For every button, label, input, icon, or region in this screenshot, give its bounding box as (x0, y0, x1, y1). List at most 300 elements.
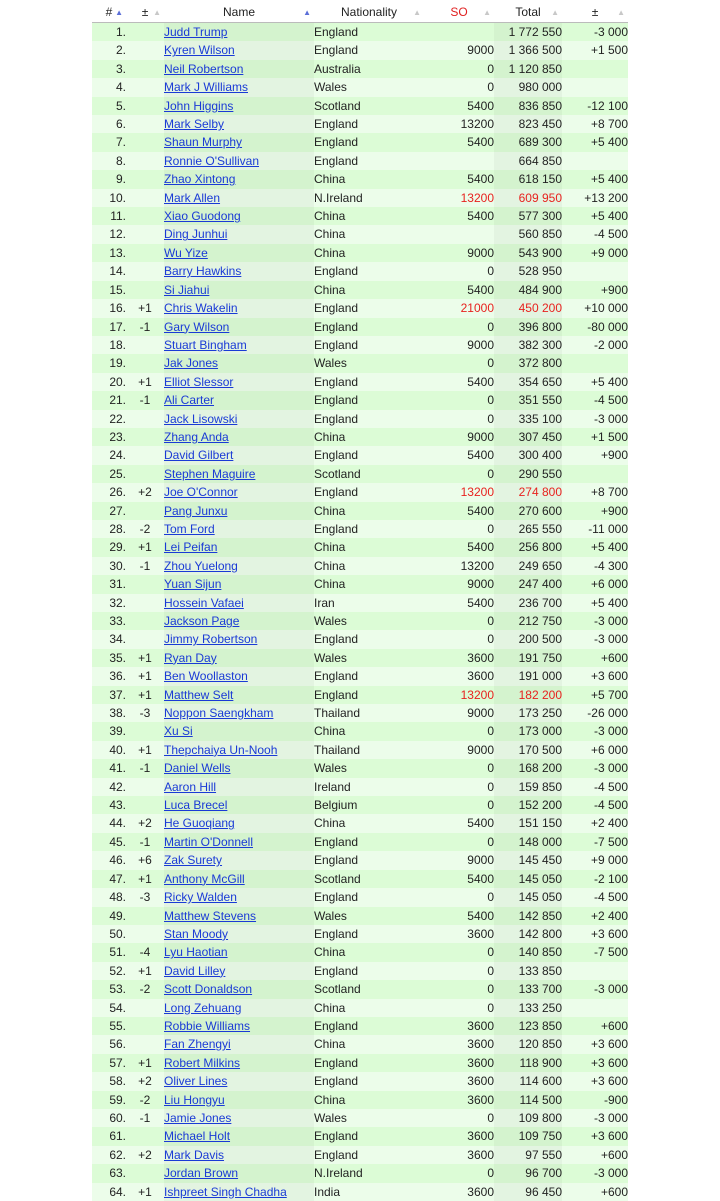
player-link[interactable]: He Guoqiang (164, 816, 235, 830)
rank-cell: 49. (92, 907, 126, 925)
nationality-cell: Scotland (314, 980, 424, 998)
table-row (92, 759, 628, 777)
diff-cell: -3 000 (562, 1109, 628, 1127)
so-cell: 9000 (424, 428, 494, 446)
total-cell: 145 050 (494, 888, 562, 906)
so-cell: 0 (424, 354, 494, 372)
diff-cell: -11 000 (562, 520, 628, 538)
table-row (92, 888, 628, 906)
nationality-cell: China (314, 281, 424, 299)
total-cell: 247 400 (494, 575, 562, 593)
change-cell (126, 594, 164, 612)
diff-cell: +2 400 (562, 907, 628, 925)
player-link[interactable]: Robert Milkins (164, 1056, 240, 1070)
player-link[interactable]: Daniel Wells (164, 761, 230, 775)
nationality-cell: England (314, 520, 424, 538)
table-row (92, 907, 628, 925)
player-link[interactable]: Joe O'Connor (164, 485, 238, 499)
sort-icon: ▲ (153, 3, 161, 22)
player-link[interactable]: Elliot Slessor (164, 375, 233, 389)
name-cell (164, 97, 314, 115)
so-cell: 5400 (424, 373, 494, 391)
player-link[interactable]: David Gilbert (164, 448, 233, 462)
change-cell: +1 (126, 741, 164, 759)
player-link[interactable]: Mark Allen (164, 191, 220, 205)
name-cell (164, 722, 314, 740)
name-cell (164, 262, 314, 280)
name-cell (164, 373, 314, 391)
player-link[interactable]: Zhou Yuelong (164, 559, 238, 573)
diff-cell: +5 400 (562, 133, 628, 151)
player-link[interactable]: Martin O'Donnell (164, 835, 253, 849)
player-link[interactable]: Ricky Walden (164, 890, 237, 904)
name-cell (164, 575, 314, 593)
player-link[interactable]: Scott Donaldson (164, 982, 252, 996)
total-cell: 836 850 (494, 97, 562, 115)
header-nationality[interactable] (314, 3, 424, 23)
diff-cell: -900 (562, 1091, 628, 1109)
player-link[interactable]: Gary Wilson (164, 320, 229, 334)
nationality-cell: China (314, 225, 424, 243)
change-cell (126, 612, 164, 630)
change-cell (126, 1127, 164, 1145)
so-cell: 0 (424, 630, 494, 648)
player-link[interactable]: Chris Wakelin (164, 301, 238, 315)
change-cell: -1 (126, 557, 164, 575)
so-cell: 9000 (424, 41, 494, 59)
diff-cell: -12 100 (562, 97, 628, 115)
nationality-cell: India (314, 1183, 424, 1201)
change-cell: -2 (126, 520, 164, 538)
so-cell: 0 (424, 318, 494, 336)
total-cell: 133 850 (494, 962, 562, 980)
player-link[interactable]: Xu Si (164, 724, 193, 738)
change-cell: -1 (126, 318, 164, 336)
change-cell (126, 281, 164, 299)
so-cell: 5400 (424, 281, 494, 299)
change-cell: -1 (126, 1109, 164, 1127)
table-row (92, 612, 628, 630)
rank-cell: 60. (92, 1109, 126, 1127)
change-cell (126, 925, 164, 943)
name-cell (164, 60, 314, 78)
player-link[interactable]: Mark J Williams (164, 80, 248, 94)
table-row (92, 336, 628, 354)
player-link[interactable]: Thepchaiya Un-Nooh (164, 743, 277, 757)
diff-cell: -4 300 (562, 557, 628, 575)
table-row (92, 115, 628, 133)
rank-cell: 10. (92, 189, 126, 207)
total-cell: 114 500 (494, 1091, 562, 1109)
name-cell (164, 41, 314, 59)
table-row (92, 704, 628, 722)
header-row (92, 3, 628, 23)
rank-cell: 41. (92, 759, 126, 777)
change-cell: -1 (126, 759, 164, 777)
player-link[interactable]: Stan Moody (164, 927, 228, 941)
total-cell: 96 450 (494, 1183, 562, 1201)
total-cell: 152 200 (494, 796, 562, 814)
total-cell: 118 900 (494, 1054, 562, 1072)
diff-cell: +8 700 (562, 483, 628, 501)
header-rank-label: # (106, 5, 113, 19)
header-name[interactable] (164, 3, 314, 23)
so-cell: 3600 (424, 1091, 494, 1109)
player-link[interactable]: Shaun Murphy (164, 135, 242, 149)
nationality-cell: Wales (314, 612, 424, 630)
name-cell (164, 925, 314, 943)
player-link[interactable]: Si Jiahui (164, 283, 209, 297)
rank-cell: 55. (92, 1017, 126, 1035)
table-row (92, 814, 628, 832)
so-cell: 0 (424, 391, 494, 409)
name-cell (164, 962, 314, 980)
rank-cell: 11. (92, 207, 126, 225)
player-link[interactable]: Jack Lisowski (164, 412, 237, 426)
table-row (92, 60, 628, 78)
so-cell: 13200 (424, 686, 494, 704)
rank-cell: 50. (92, 925, 126, 943)
nationality-cell: England (314, 851, 424, 869)
player-link[interactable]: Barry Hawkins (164, 264, 241, 278)
name-cell (164, 1183, 314, 1201)
name-cell (164, 667, 314, 685)
name-cell (164, 1146, 314, 1164)
nationality-cell: England (314, 686, 424, 704)
table-row (92, 1146, 628, 1164)
change-cell: +2 (126, 814, 164, 832)
change-cell (126, 23, 164, 42)
total-cell: 689 300 (494, 133, 562, 151)
player-link[interactable]: David Lilley (164, 964, 225, 978)
nationality-cell: England (314, 925, 424, 943)
total-cell: 109 800 (494, 1109, 562, 1127)
name-cell (164, 1017, 314, 1035)
player-link[interactable]: Ali Carter (164, 393, 214, 407)
so-cell: 0 (424, 520, 494, 538)
table-row (92, 1054, 628, 1072)
total-cell: 173 000 (494, 722, 562, 740)
diff-cell: +1 500 (562, 428, 628, 446)
table-row (92, 41, 628, 59)
player-link[interactable]: Jackson Page (164, 614, 239, 628)
rank-cell: 30. (92, 557, 126, 575)
total-cell: 109 750 (494, 1127, 562, 1145)
player-link[interactable]: Zak Surety (164, 853, 222, 867)
name-cell (164, 851, 314, 869)
name-cell (164, 943, 314, 961)
diff-cell: -3 000 (562, 759, 628, 777)
so-cell: 3600 (424, 925, 494, 943)
player-link[interactable]: Anthony McGill (164, 872, 245, 886)
nationality-cell: England (314, 41, 424, 59)
player-link[interactable]: Neil Robertson (164, 62, 243, 76)
header-total[interactable] (494, 3, 562, 23)
nationality-cell: Wales (314, 649, 424, 667)
player-link[interactable]: Tom Ford (164, 522, 215, 536)
player-link[interactable]: Lyu Haotian (164, 945, 228, 959)
rankings-table (92, 3, 628, 1201)
change-cell: +1 (126, 870, 164, 888)
total-cell: 142 800 (494, 925, 562, 943)
total-cell: 142 850 (494, 907, 562, 925)
change-cell (126, 575, 164, 593)
player-link[interactable]: Long Zehuang (164, 1001, 241, 1015)
player-link[interactable]: Ishpreet Singh Chadha (164, 1185, 287, 1199)
name-cell (164, 1109, 314, 1127)
table-row (92, 1164, 628, 1182)
so-cell: 5400 (424, 594, 494, 612)
so-cell: 0 (424, 999, 494, 1017)
header-so[interactable] (424, 3, 494, 23)
diff-cell: +600 (562, 649, 628, 667)
nationality-cell: Wales (314, 354, 424, 372)
change-cell: +2 (126, 1072, 164, 1090)
rank-cell: 27. (92, 502, 126, 520)
so-cell: 0 (424, 262, 494, 280)
rank-cell: 46. (92, 851, 126, 869)
change-cell (126, 446, 164, 464)
total-cell: 560 850 (494, 225, 562, 243)
name-cell (164, 1164, 314, 1182)
player-link[interactable]: Oliver Lines (164, 1074, 227, 1088)
total-cell: 140 850 (494, 943, 562, 961)
player-link[interactable]: Ronnie O'Sullivan (164, 154, 259, 168)
name-cell (164, 115, 314, 133)
so-cell: 9000 (424, 244, 494, 262)
player-link[interactable]: Zhao Xintong (164, 172, 235, 186)
change-cell: +2 (126, 483, 164, 501)
player-link[interactable]: Mark Selby (164, 117, 224, 131)
nationality-cell: England (314, 888, 424, 906)
name-cell (164, 704, 314, 722)
nationality-cell: England (314, 336, 424, 354)
player-link[interactable]: Jordan Brown (164, 1166, 238, 1180)
nationality-cell: England (314, 1072, 424, 1090)
total-cell: 168 200 (494, 759, 562, 777)
change-cell: +1 (126, 686, 164, 704)
diff-cell: +900 (562, 502, 628, 520)
total-cell: 351 550 (494, 391, 562, 409)
name-cell (164, 759, 314, 777)
change-cell (126, 133, 164, 151)
total-cell: 249 650 (494, 557, 562, 575)
so-cell: 5400 (424, 814, 494, 832)
player-link[interactable]: Xiao Guodong (164, 209, 241, 223)
nationality-cell: England (314, 373, 424, 391)
rank-cell: 58. (92, 1072, 126, 1090)
diff-cell: -3 000 (562, 980, 628, 998)
player-link[interactable]: Stephen Maguire (164, 467, 255, 481)
diff-cell (562, 962, 628, 980)
rank-cell: 2. (92, 41, 126, 59)
table-row (92, 538, 628, 556)
rank-cell: 29. (92, 538, 126, 556)
so-cell: 0 (424, 888, 494, 906)
table-row (92, 391, 628, 409)
table-row (92, 594, 628, 612)
player-link[interactable]: John Higgins (164, 99, 233, 113)
player-link[interactable]: Matthew Stevens (164, 909, 256, 923)
total-cell: 307 450 (494, 428, 562, 446)
player-link[interactable]: Aaron Hill (164, 780, 216, 794)
player-link[interactable]: Mark Davis (164, 1148, 224, 1162)
player-link[interactable]: Wu Yize (164, 246, 208, 260)
total-cell: 372 800 (494, 354, 562, 372)
diff-cell: +6 000 (562, 741, 628, 759)
table-row (92, 1091, 628, 1109)
player-link[interactable]: Lei Peifan (164, 540, 217, 554)
diff-cell: +3 600 (562, 1072, 628, 1090)
diff-cell: -3 000 (562, 612, 628, 630)
header-diff[interactable] (562, 3, 628, 23)
diff-cell: -3 000 (562, 1164, 628, 1182)
player-link[interactable]: Fan Zhengyi (164, 1037, 231, 1051)
player-link[interactable]: Kyren Wilson (164, 43, 235, 57)
so-cell: 5400 (424, 97, 494, 115)
diff-cell: -80 000 (562, 318, 628, 336)
diff-cell: +5 400 (562, 207, 628, 225)
change-cell: +1 (126, 667, 164, 685)
nationality-cell: England (314, 133, 424, 151)
player-link[interactable]: Hossein Vafaei (164, 596, 244, 610)
so-cell: 3600 (424, 1127, 494, 1145)
player-link[interactable]: Robbie Williams (164, 1019, 250, 1033)
nationality-cell: China (314, 244, 424, 262)
rank-cell: 13. (92, 244, 126, 262)
total-cell: 823 450 (494, 115, 562, 133)
name-cell (164, 336, 314, 354)
nationality-cell: Thailand (314, 741, 424, 759)
diff-cell: -3 000 (562, 722, 628, 740)
nationality-cell: China (314, 722, 424, 740)
total-cell: 396 800 (494, 318, 562, 336)
name-cell (164, 170, 314, 188)
rank-cell: 45. (92, 833, 126, 851)
diff-cell: +10 000 (562, 299, 628, 317)
sort-icon: ▲ (303, 3, 311, 22)
player-link[interactable]: Zhang Anda (164, 430, 229, 444)
so-cell: 5400 (424, 207, 494, 225)
so-cell: 0 (424, 465, 494, 483)
diff-cell: +6 000 (562, 575, 628, 593)
total-cell: 159 850 (494, 778, 562, 796)
player-link[interactable]: Pang Junxu (164, 504, 227, 518)
so-cell: 5400 (424, 502, 494, 520)
so-cell: 3600 (424, 1017, 494, 1035)
header-rank[interactable] (92, 3, 126, 23)
change-cell (126, 207, 164, 225)
player-link[interactable]: Noppon Saengkham (164, 706, 273, 720)
name-cell (164, 23, 314, 42)
diff-cell: +9 000 (562, 851, 628, 869)
header-change-label: ± (142, 5, 149, 19)
rank-cell: 39. (92, 722, 126, 740)
player-link[interactable]: Ding Junhui (164, 227, 227, 241)
total-cell: 97 550 (494, 1146, 562, 1164)
nationality-cell: China (314, 557, 424, 575)
name-cell (164, 1072, 314, 1090)
name-cell (164, 244, 314, 262)
name-cell (164, 520, 314, 538)
diff-cell: +2 400 (562, 814, 628, 832)
table-row (92, 354, 628, 372)
total-cell: 274 800 (494, 483, 562, 501)
total-cell: 114 600 (494, 1072, 562, 1090)
rank-cell: 1. (92, 23, 126, 42)
change-cell (126, 78, 164, 96)
nationality-cell: China (314, 428, 424, 446)
total-cell: 191 750 (494, 649, 562, 667)
so-cell: 9000 (424, 851, 494, 869)
nationality-cell: England (314, 1017, 424, 1035)
so-cell: 5400 (424, 907, 494, 925)
so-cell: 3600 (424, 649, 494, 667)
nationality-cell: China (314, 170, 424, 188)
diff-cell: +3 600 (562, 667, 628, 685)
player-link[interactable]: Jak Jones (164, 356, 218, 370)
diff-cell: +9 000 (562, 244, 628, 262)
change-cell: +1 (126, 538, 164, 556)
total-cell: 300 400 (494, 446, 562, 464)
rank-cell: 43. (92, 796, 126, 814)
nationality-cell: Wales (314, 907, 424, 925)
table-row (92, 428, 628, 446)
diff-cell: -4 500 (562, 778, 628, 796)
total-cell: 664 850 (494, 152, 562, 170)
player-link[interactable]: Ben Woollaston (164, 669, 248, 683)
total-cell: 120 850 (494, 1035, 562, 1053)
table-row (92, 318, 628, 336)
name-cell (164, 778, 314, 796)
table-row (92, 189, 628, 207)
sort-icon: ▲ (617, 3, 625, 22)
player-link[interactable]: Luca Brecel (164, 798, 227, 812)
so-cell: 3600 (424, 667, 494, 685)
table-row (92, 667, 628, 685)
table-row (92, 980, 628, 998)
player-link[interactable]: Yuan Sijun (164, 577, 221, 591)
diff-cell: +900 (562, 446, 628, 464)
player-link[interactable]: Judd Trump (164, 25, 227, 39)
diff-cell: -4 500 (562, 391, 628, 409)
total-cell: 151 150 (494, 814, 562, 832)
player-link[interactable]: Stuart Bingham (164, 338, 247, 352)
table-row (92, 1017, 628, 1035)
player-link[interactable]: Liu Hongyu (164, 1093, 225, 1107)
diff-cell: -2 000 (562, 336, 628, 354)
player-link[interactable]: Jamie Jones (164, 1111, 231, 1125)
nationality-cell: Belgium (314, 796, 424, 814)
player-link[interactable]: Ryan Day (164, 651, 217, 665)
change-cell (126, 410, 164, 428)
total-cell: 145 450 (494, 851, 562, 869)
player-link[interactable]: Michael Holt (164, 1129, 230, 1143)
nationality-cell: England (314, 152, 424, 170)
change-cell (126, 244, 164, 262)
player-link[interactable]: Jimmy Robertson (164, 632, 257, 646)
name-cell (164, 814, 314, 832)
total-cell: 290 550 (494, 465, 562, 483)
so-cell: 3600 (424, 1183, 494, 1201)
total-cell: 200 500 (494, 630, 562, 648)
player-link[interactable]: Matthew Selt (164, 688, 233, 702)
so-cell: 9000 (424, 741, 494, 759)
header-change[interactable] (126, 3, 164, 23)
nationality-cell: Wales (314, 78, 424, 96)
name-cell (164, 686, 314, 704)
name-cell (164, 483, 314, 501)
